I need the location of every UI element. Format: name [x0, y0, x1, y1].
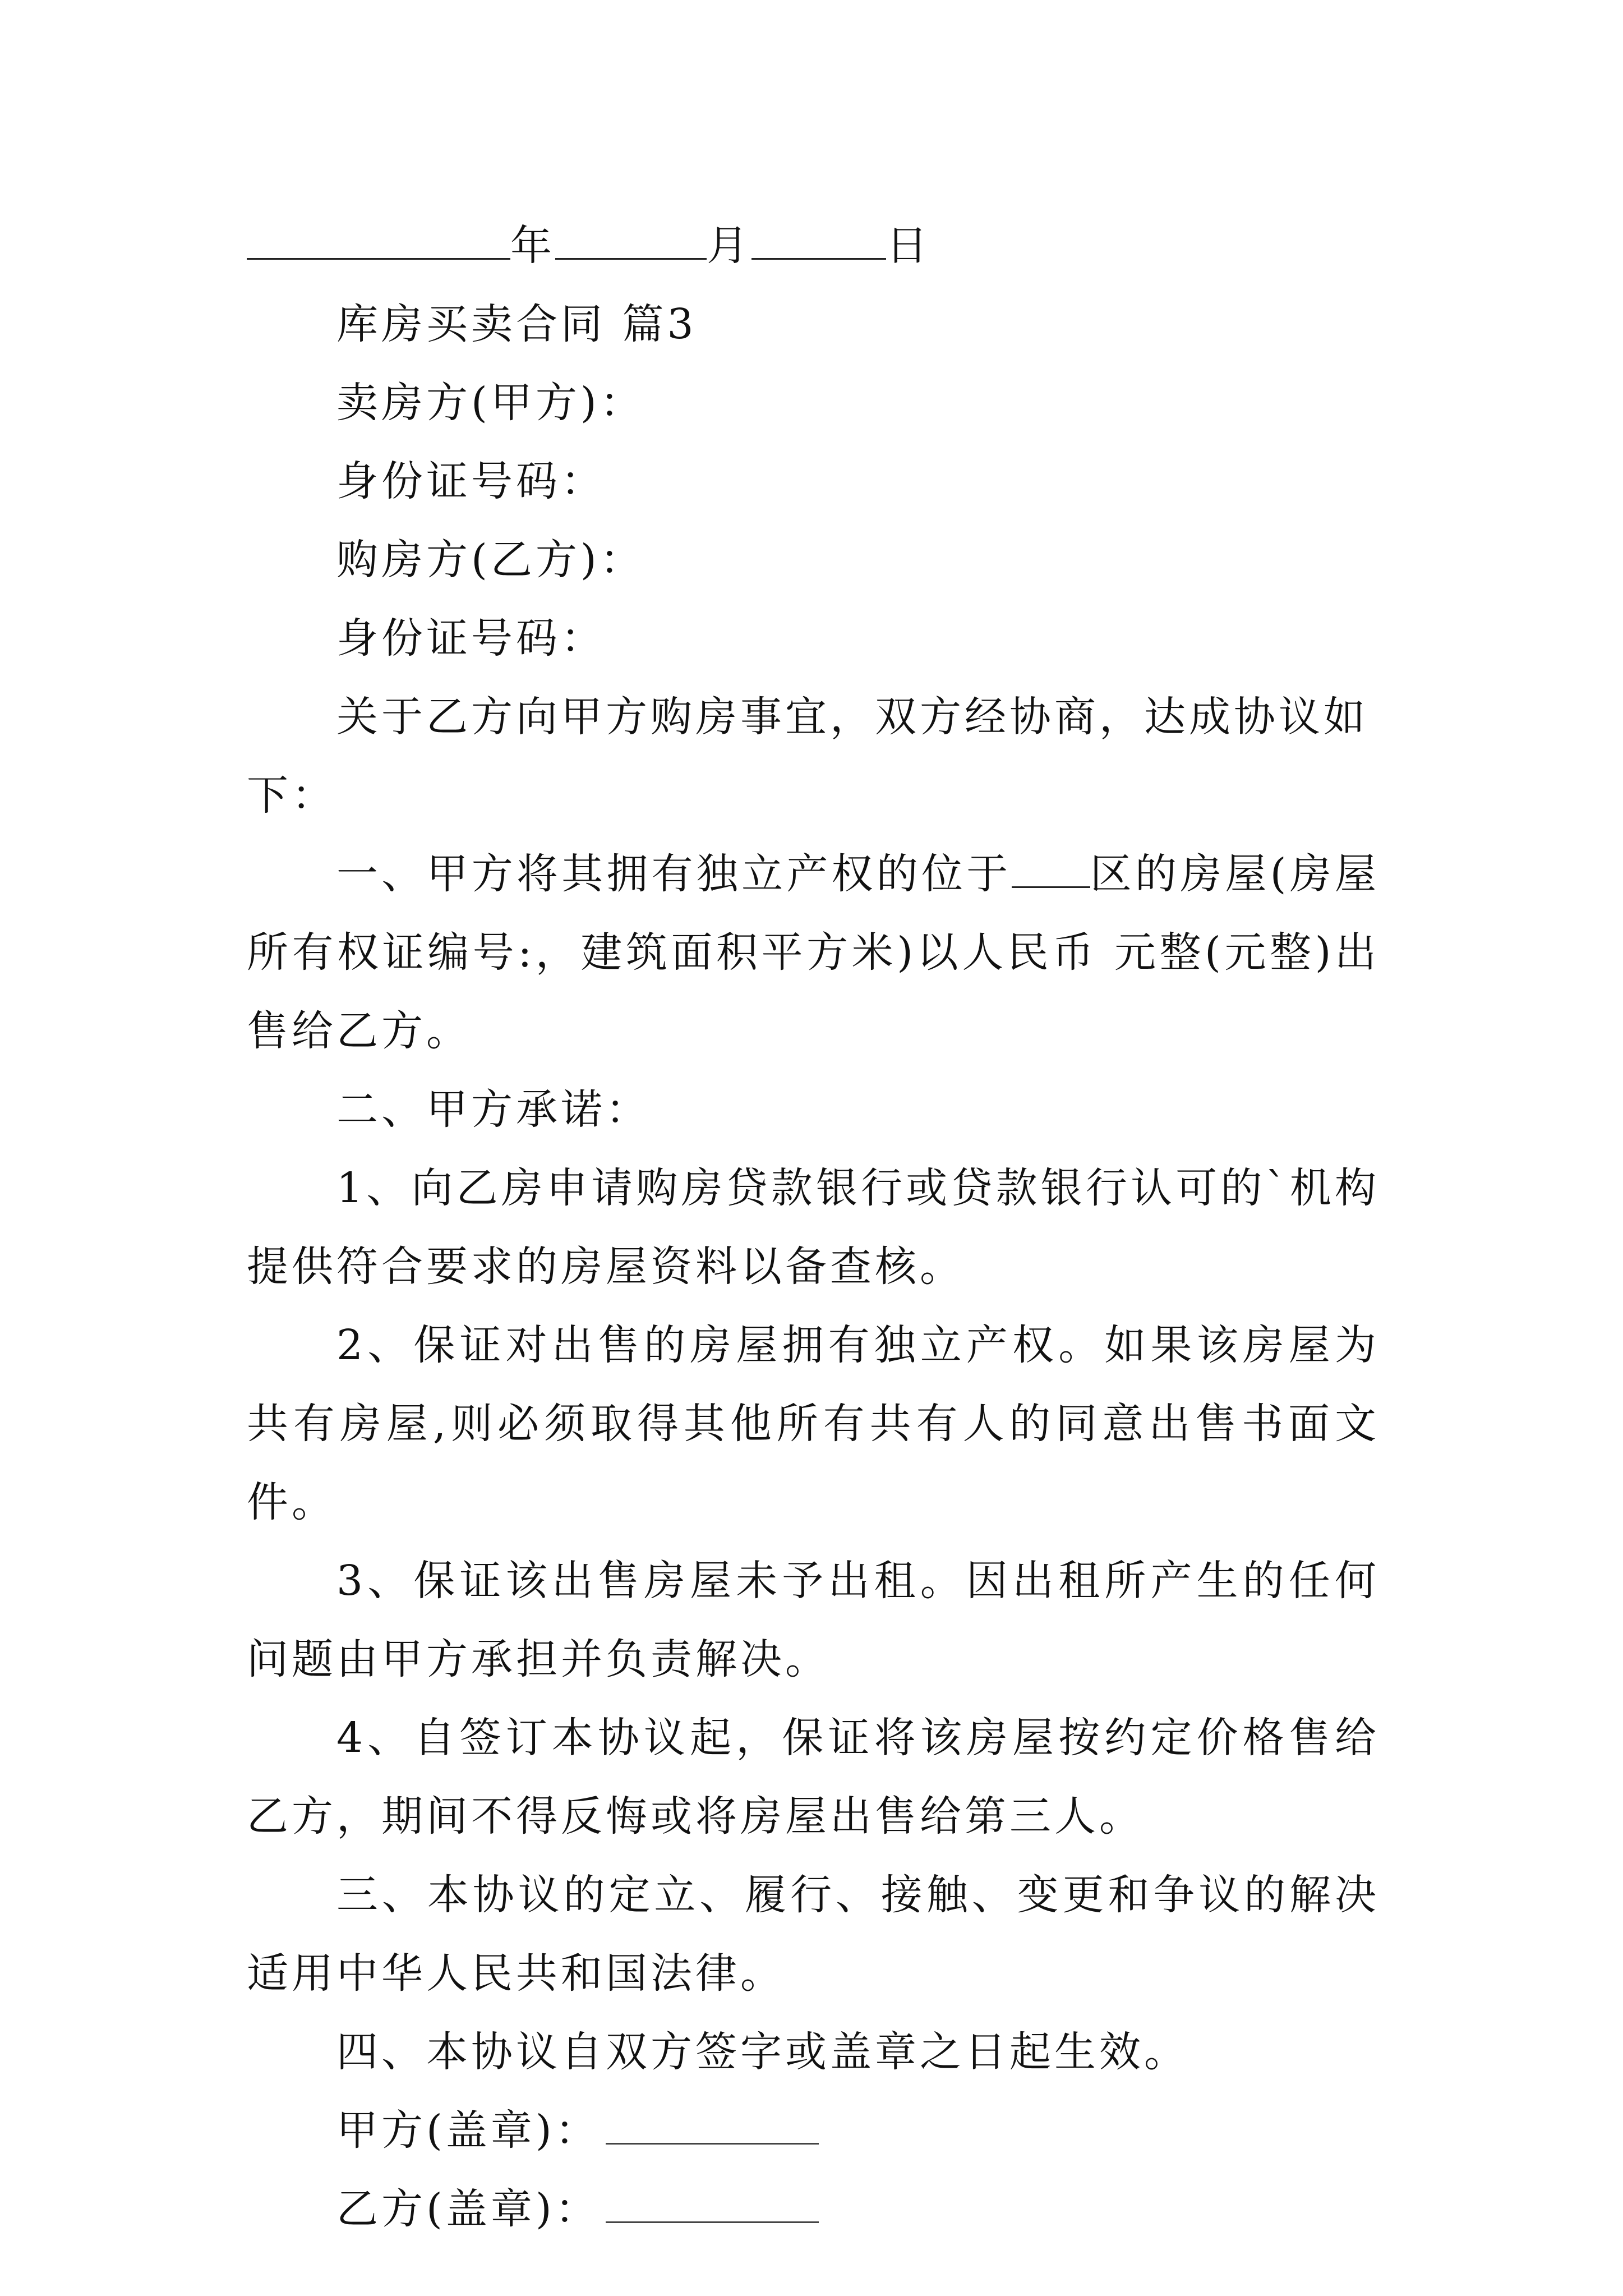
signature-a-label: 甲方(盖章)：	[336, 2106, 600, 2155]
year-blank	[247, 226, 510, 260]
signature-b-label: 乙方(盖章)：	[336, 2185, 600, 2233]
intro-paragraph: 关于乙方向甲方购房事宜，双方经协商，达成协议如下：	[247, 693, 1368, 820]
seller-line: 卖房方(甲方)：	[336, 379, 645, 427]
clause-1-part-b: 区的房屋(房屋所有权证编号:，建筑面积平方米)以人民币 元整(元整)出售给乙方。	[247, 850, 1380, 1055]
signature-a-blank	[606, 2110, 819, 2145]
item-4: 4、自签订本协议起，保证将该房屋按约定价格售给乙方，期间不得反悔或将房屋出售给第三人。	[247, 1714, 1380, 1841]
seller-id-line: 身份证号码：	[336, 457, 606, 505]
date-line	[247, 206, 1380, 285]
year-label: 年	[510, 222, 555, 270]
contract-body	[247, 206, 1380, 2248]
signature-party-b	[247, 2170, 1380, 2248]
document-title: 库房买卖合同 篇3	[336, 300, 697, 348]
month-blank	[555, 226, 707, 260]
clause-2: 二、甲方承诺：	[336, 1085, 651, 1134]
day-blank	[751, 226, 886, 260]
item-1: 1、向乙房申请购房贷款银行或贷款银行认可的`机构提供符合要求的房屋资料以备查核。	[247, 1164, 1380, 1291]
buyer-id-line: 身份证号码：	[336, 614, 606, 662]
item-2: 2、保证对出售的房屋拥有独立产权。如果该房屋为共有房屋,则必须取得其他所有共有人的同意出售书面文件。	[247, 1321, 1380, 1526]
signature-b-blank	[606, 2189, 819, 2223]
signature-party-a	[247, 2091, 1380, 2170]
clause-3: 三、本协议的定立、履行、接触、变更和争议的解决适用中华人民共和国法律。	[247, 1871, 1380, 1998]
buyer-line: 购房方(乙方)：	[336, 536, 645, 584]
district-blank	[1012, 854, 1090, 888]
day-label: 日	[886, 222, 931, 270]
clause-4: 四、本协议自双方签字或盖章之日起生效。	[336, 2028, 1189, 2076]
month-label: 月	[707, 222, 751, 270]
clause-1	[247, 835, 1380, 1070]
clause-1-part-a: 一、甲方将其拥有独立产权的位于	[336, 850, 1012, 898]
item-3: 3、保证该出售房屋未予出租。因出租所产生的任何问题由甲方承担并负责解决。	[247, 1557, 1380, 1683]
